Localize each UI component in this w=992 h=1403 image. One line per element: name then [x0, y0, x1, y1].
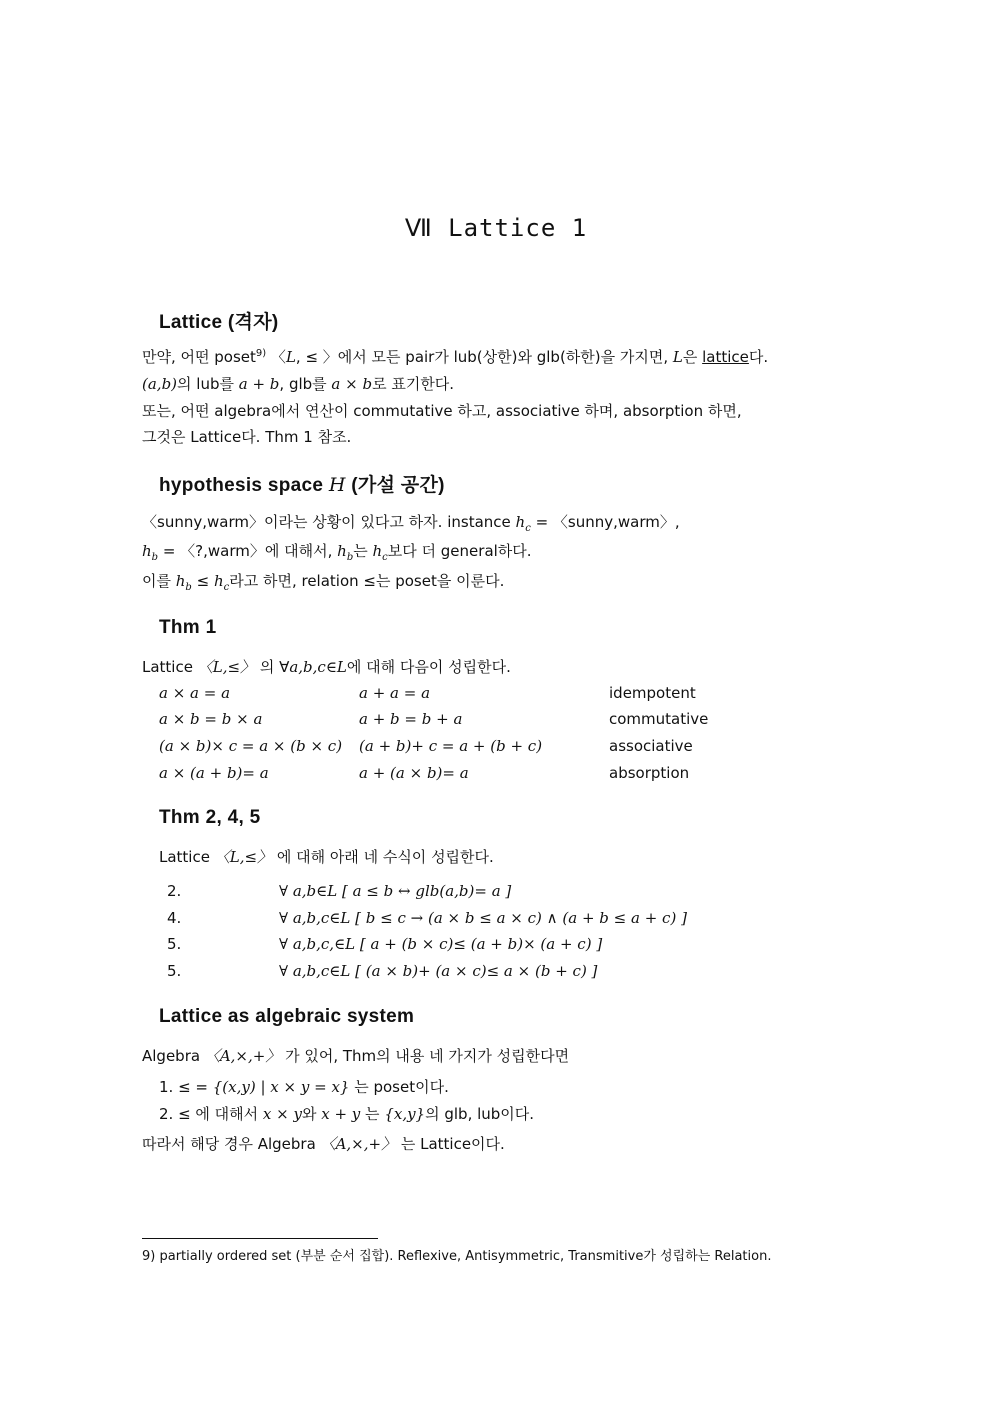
- math: {x,y}: [384, 1105, 426, 1123]
- math: 〈A,×,+〉: [320, 1135, 397, 1153]
- text: 보다 더 general하다.: [387, 542, 532, 560]
- text: , glb를: [279, 375, 332, 393]
- thm245-item-number: 5.: [167, 935, 182, 953]
- thm245-item-number: 4.: [167, 909, 182, 927]
- thm1-row-4-left: a × (a + b)= a: [159, 764, 269, 782]
- text: = 〈sunny,warm〉,: [530, 513, 680, 531]
- math: b: [185, 582, 192, 593]
- text: 의 glb, lub이다.: [425, 1105, 535, 1123]
- math: h: [372, 542, 383, 560]
- text: 로 표기한다.: [372, 375, 455, 393]
- thm1-row-3-name: associative: [609, 737, 693, 755]
- text: 에 대해 다음이 성립한다.: [346, 658, 511, 676]
- text: 의 lub를: [177, 375, 239, 393]
- math: L: [672, 348, 683, 366]
- thm1-row-2-middle: a + b = b + a: [359, 710, 463, 728]
- text: ≤: [191, 572, 214, 590]
- math: b: [151, 552, 159, 563]
- thm245-item-formula: ∀ a,b,c∈L [ b ≤ c → (a × b ≤ a × c) ∧ (a + b ≤ a + c) ]: [279, 909, 687, 927]
- footnote-mark: 9): [142, 1249, 156, 1264]
- math: h: [213, 572, 224, 590]
- section-heading-algebraic: Lattice as algebraic system: [159, 1006, 415, 1027]
- text: 는 poset이다.: [349, 1078, 449, 1096]
- section-heading-lattice: Lattice (격자): [159, 312, 279, 333]
- lattice-thm-reference-line: 그것은 Lattice다. Thm 1 참조.: [142, 428, 352, 446]
- math: a × b: [331, 375, 373, 393]
- text: 다.: [748, 348, 769, 366]
- math: b: [346, 552, 354, 563]
- math: c: [223, 582, 230, 593]
- footnote-divider: [142, 1238, 378, 1239]
- math: c: [382, 552, 388, 563]
- math: 〈L,≤〉: [214, 848, 273, 866]
- text: 에 대해 아래 네 수식이 성립한다.: [272, 848, 494, 866]
- math: x × y: [262, 1105, 302, 1123]
- thm245-item-formula: ∀ a,b∈L [ a ≤ b ↔ glb(a,b)= a ]: [279, 882, 512, 900]
- footnote: [142, 1245, 771, 1264]
- footnote-text: partially ordered set (부분 순서 집합). Reflexive, Antisymmetric, Transmitive가 성립하는 Relation.: [155, 1249, 772, 1264]
- math: H: [328, 474, 346, 496]
- thm1-row-2-left: a × b = b × a: [159, 710, 263, 728]
- text: 1. ≤ =: [159, 1078, 213, 1096]
- section-heading-hypothesis: [159, 470, 445, 497]
- section-heading-thm1: Thm 1: [159, 617, 217, 638]
- text: Algebra: [142, 1047, 205, 1065]
- thm245-item-number: 2.: [167, 882, 182, 900]
- text: 에서 모든 pair가 lub(상한)와 glb(하한)을 가지면,: [337, 348, 673, 366]
- text: hypothesis space: [159, 475, 329, 496]
- hypothesis-line-1: [142, 511, 680, 534]
- thm1-row-3-left: (a × b)× c = a × (b × c): [159, 737, 343, 755]
- algebraic-item-2: [159, 1103, 534, 1124]
- text: Lattice: [159, 848, 215, 866]
- text: 이를: [142, 572, 176, 590]
- math: c: [525, 523, 531, 534]
- math: 〈A,×,+〉: [204, 1047, 281, 1065]
- text: Lattice: [142, 658, 198, 676]
- math: a + b: [238, 375, 280, 393]
- math: x + y: [321, 1105, 361, 1123]
- thm1-row-2-name: commutative: [609, 710, 709, 728]
- math: h: [175, 572, 186, 590]
- thm1-row-4-middle: a + (a × b)= a: [359, 764, 469, 782]
- text: 라고 하면, relation ≤는 poset을 이룬다.: [229, 572, 505, 590]
- thm1-row-1-left: a × a = a: [159, 684, 231, 702]
- text: 〉: [322, 348, 338, 366]
- hypothesis-line-2: [142, 540, 532, 563]
- text: 는 Lattice이다.: [396, 1135, 505, 1153]
- text: 가 있어, Thm의 내용 네 가지가 성립한다면: [280, 1047, 570, 1065]
- math: a,b,c∈L: [289, 658, 347, 676]
- lattice-algebra-line: 또는, 어떤 algebra에서 연산이 commutative 하고, associative 하며, absorption 하면,: [142, 402, 742, 420]
- thm245-item-number: 5.: [167, 962, 182, 980]
- thm245-item-formula: ∀ a,b,c∈L [ (a × b)+ (a × c)≤ a × (b + c) ]: [279, 962, 598, 980]
- math: h: [515, 513, 526, 531]
- math: L: [285, 348, 296, 366]
- text: 만약, 어떤 poset: [142, 348, 256, 366]
- text: 2. ≤ 에 대해서: [159, 1105, 263, 1123]
- text: = 〈?,warm〉: [158, 542, 265, 560]
- thm1-row-3-middle: (a + b)+ c = a + (b + c): [359, 737, 543, 755]
- thm1-row-4-name: absorption: [609, 764, 690, 782]
- text: 이라는 상황이 있다고 하자. instance: [263, 513, 516, 531]
- thm1-row-1-name: idempotent: [609, 684, 696, 702]
- lattice-term: lattice: [702, 348, 749, 366]
- math: {(x,y) | x × y = x}: [212, 1078, 350, 1096]
- text: 는: [353, 542, 373, 560]
- text: , ≤: [295, 348, 323, 366]
- thm1-row-1-middle: a + a = a: [359, 684, 431, 702]
- text: 의 ∀: [255, 658, 290, 676]
- text: 〈: [266, 348, 286, 366]
- math: (a,b): [142, 375, 178, 393]
- text: 와: [301, 1105, 322, 1123]
- thm245-intro: [159, 846, 494, 867]
- thm245-item-formula: ∀ a,b,c,∈L [ a + (b × c)≤ (a + b)× (a + c) ]: [279, 935, 603, 953]
- math: h: [142, 542, 152, 560]
- algebraic-conclusion: [142, 1133, 505, 1154]
- math: 〈L,≤〉: [197, 658, 256, 676]
- text: (가설 공간): [345, 475, 445, 496]
- footnote-ref[interactable]: 9): [255, 348, 267, 359]
- page-title: Ⅶ Lattice 1: [404, 214, 588, 242]
- math: h: [337, 542, 347, 560]
- text: 는: [360, 1105, 385, 1123]
- text: 에 대해서,: [264, 542, 338, 560]
- text: 따라서 해당 경우 Algebra: [142, 1135, 321, 1153]
- lattice-definition-line: [142, 346, 768, 367]
- text: 〈sunny,warm〉: [142, 513, 264, 531]
- hypothesis-line-3: [142, 570, 504, 593]
- section-heading-thm245: Thm 2, 4, 5: [159, 807, 261, 828]
- text: 은: [682, 348, 703, 366]
- algebraic-intro: [142, 1045, 569, 1066]
- algebraic-item-1: [159, 1076, 449, 1097]
- thm1-intro: [142, 656, 511, 677]
- lattice-notation-line: [142, 373, 454, 394]
